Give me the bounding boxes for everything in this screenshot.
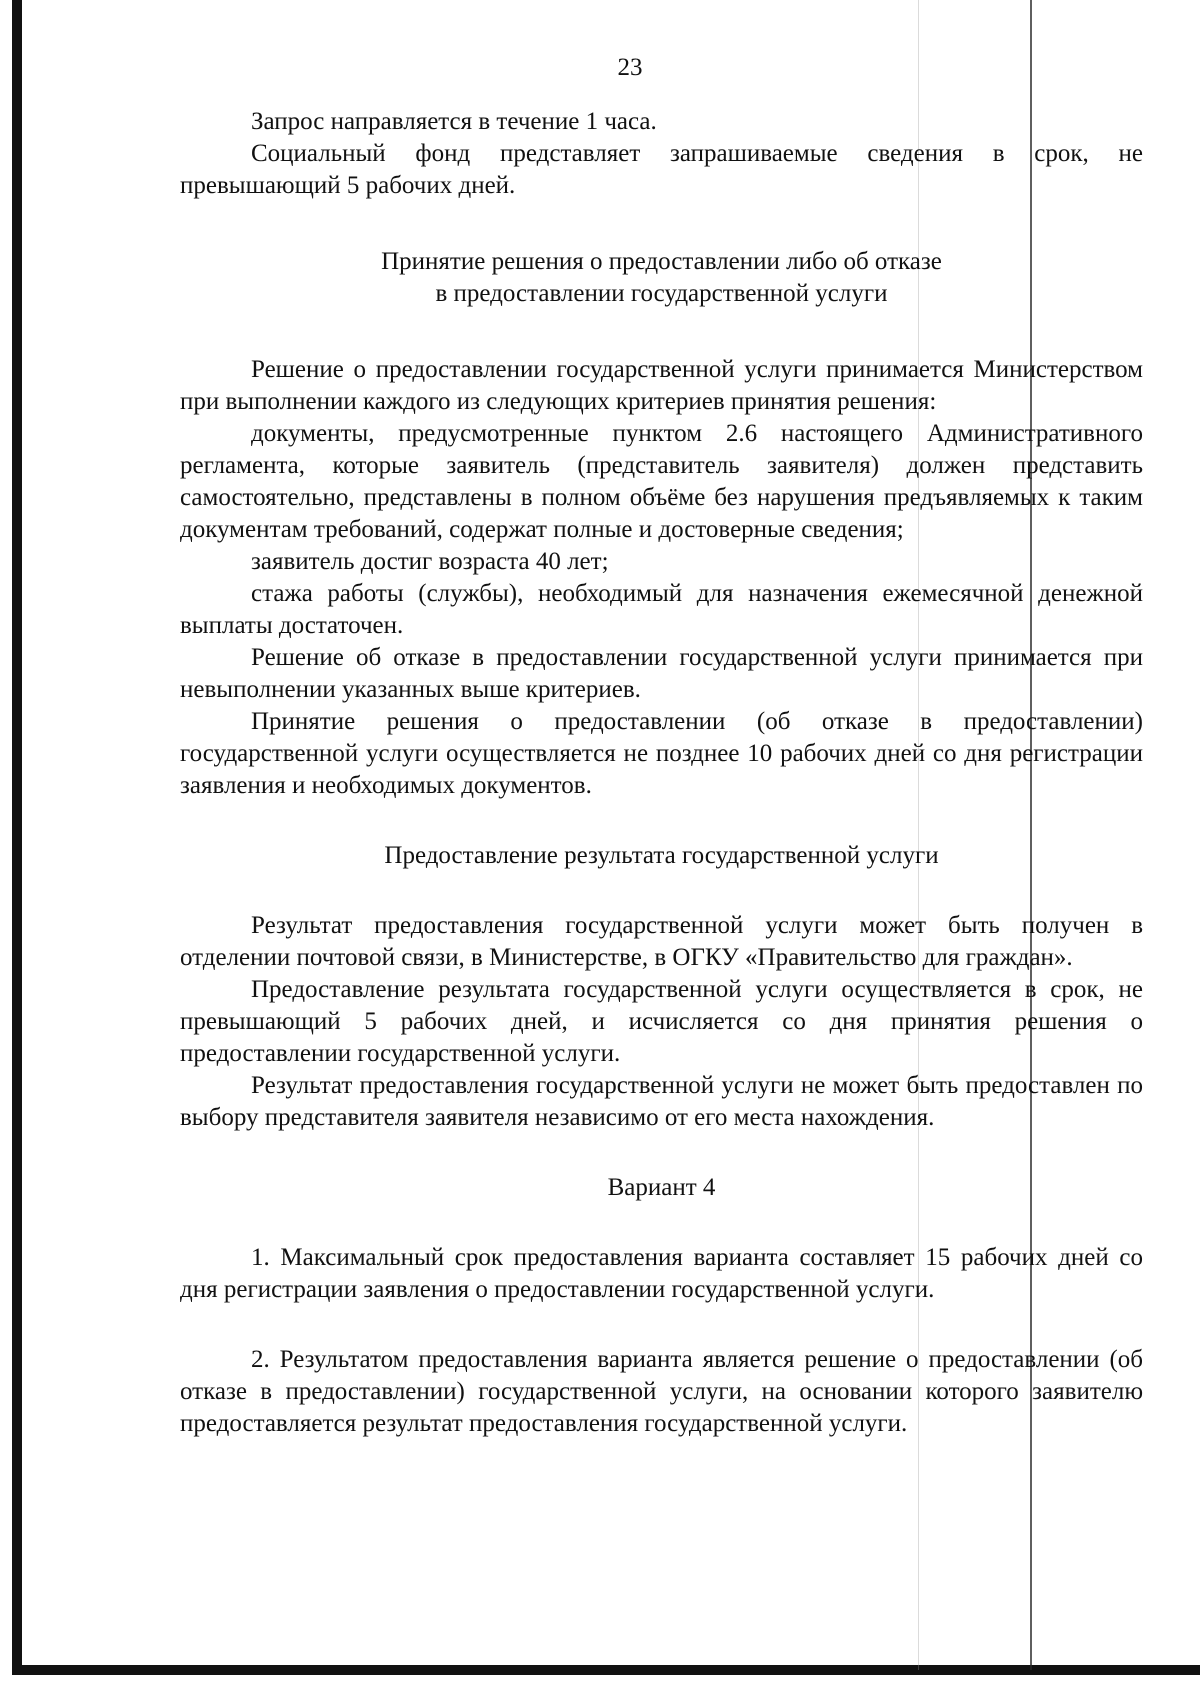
paragraph: Принятие решения о предоставлении (об отказе в предоставлении) государственной услуги осуществляется не позднее 10 рабочих дней со дня регистрации заявления и необходимых документов.	[180, 708, 1143, 799]
paragraph: документы, предусмотренные пунктом 2.6 настоящего Административного регламента, которые заявитель (представитель заявителя) должен представить самостоятельно, представлены в полном объёме без нарушения предъявляемых к таким документам требований, содержат полные и достоверные сведения;	[180, 420, 1143, 543]
paragraph: заявитель достиг возраста 40 лет;	[251, 548, 609, 575]
section-heading	[180, 246, 1143, 310]
numbered-item: 1. Максимальный срок предоставления варианта составляет 15 рабочих дней со дня регистрации заявления о предоставлении государственной услуги.	[180, 1244, 1143, 1303]
paragraph: Результат предоставления государственной услуги не может быть предоставлен по выбору представителя заявителя независимо от его места нахождения.	[180, 1072, 1143, 1131]
paragraph: Решение о предоставлении государственной услуги принимается Министерством при выполнении каждого из следующих критериев принятия решения:	[180, 356, 1143, 415]
paragraph: Запрос направляется в течение 1 часа.	[251, 108, 657, 135]
scan-border-bottom	[12, 1665, 1200, 1675]
section-heading-line: в предоставлении государственной услуги	[435, 280, 888, 307]
page-number: 23	[617, 54, 643, 81]
section-heading: Предоставление результата государственной услуги	[384, 842, 939, 869]
paragraph: Решение об отказе в предоставлении государственной услуги принимается при невыполнении указанных выше критериев.	[180, 644, 1143, 703]
section-heading-line: Принятие решения о предоставлении либо об отказе	[381, 248, 942, 275]
paragraph: Результат предоставления государственной услуги может быть получен в отделении почтовой связи, в Министерстве, в ОГКУ «Правительство для граждан».	[180, 912, 1143, 971]
paragraph: стажа работы (службы), необходимый для назначения ежемесячной денежной выплаты достаточен.	[180, 580, 1143, 639]
paragraph: Предоставление результата государственной услуги осуществляется в срок, не превышающий 5 рабочих дней, и исчисляется со дня принятия решения о предоставлении государственной услуги.	[180, 976, 1143, 1067]
section-heading: Вариант 4	[607, 1174, 716, 1201]
scan-border-left	[12, 0, 22, 1675]
document-body	[180, 52, 1143, 1440]
numbered-item: 2. Результатом предоставления варианта является решение о предоставлении (об отказе в предоставлении) государственной услуги, на основании которого заявителю предоставляется результат предоставления государственной услуги.	[180, 1346, 1143, 1437]
paragraph: Социальный фонд представляет запрашиваемые сведения в срок, не превышающий 5 рабочих дней.	[180, 140, 1143, 199]
